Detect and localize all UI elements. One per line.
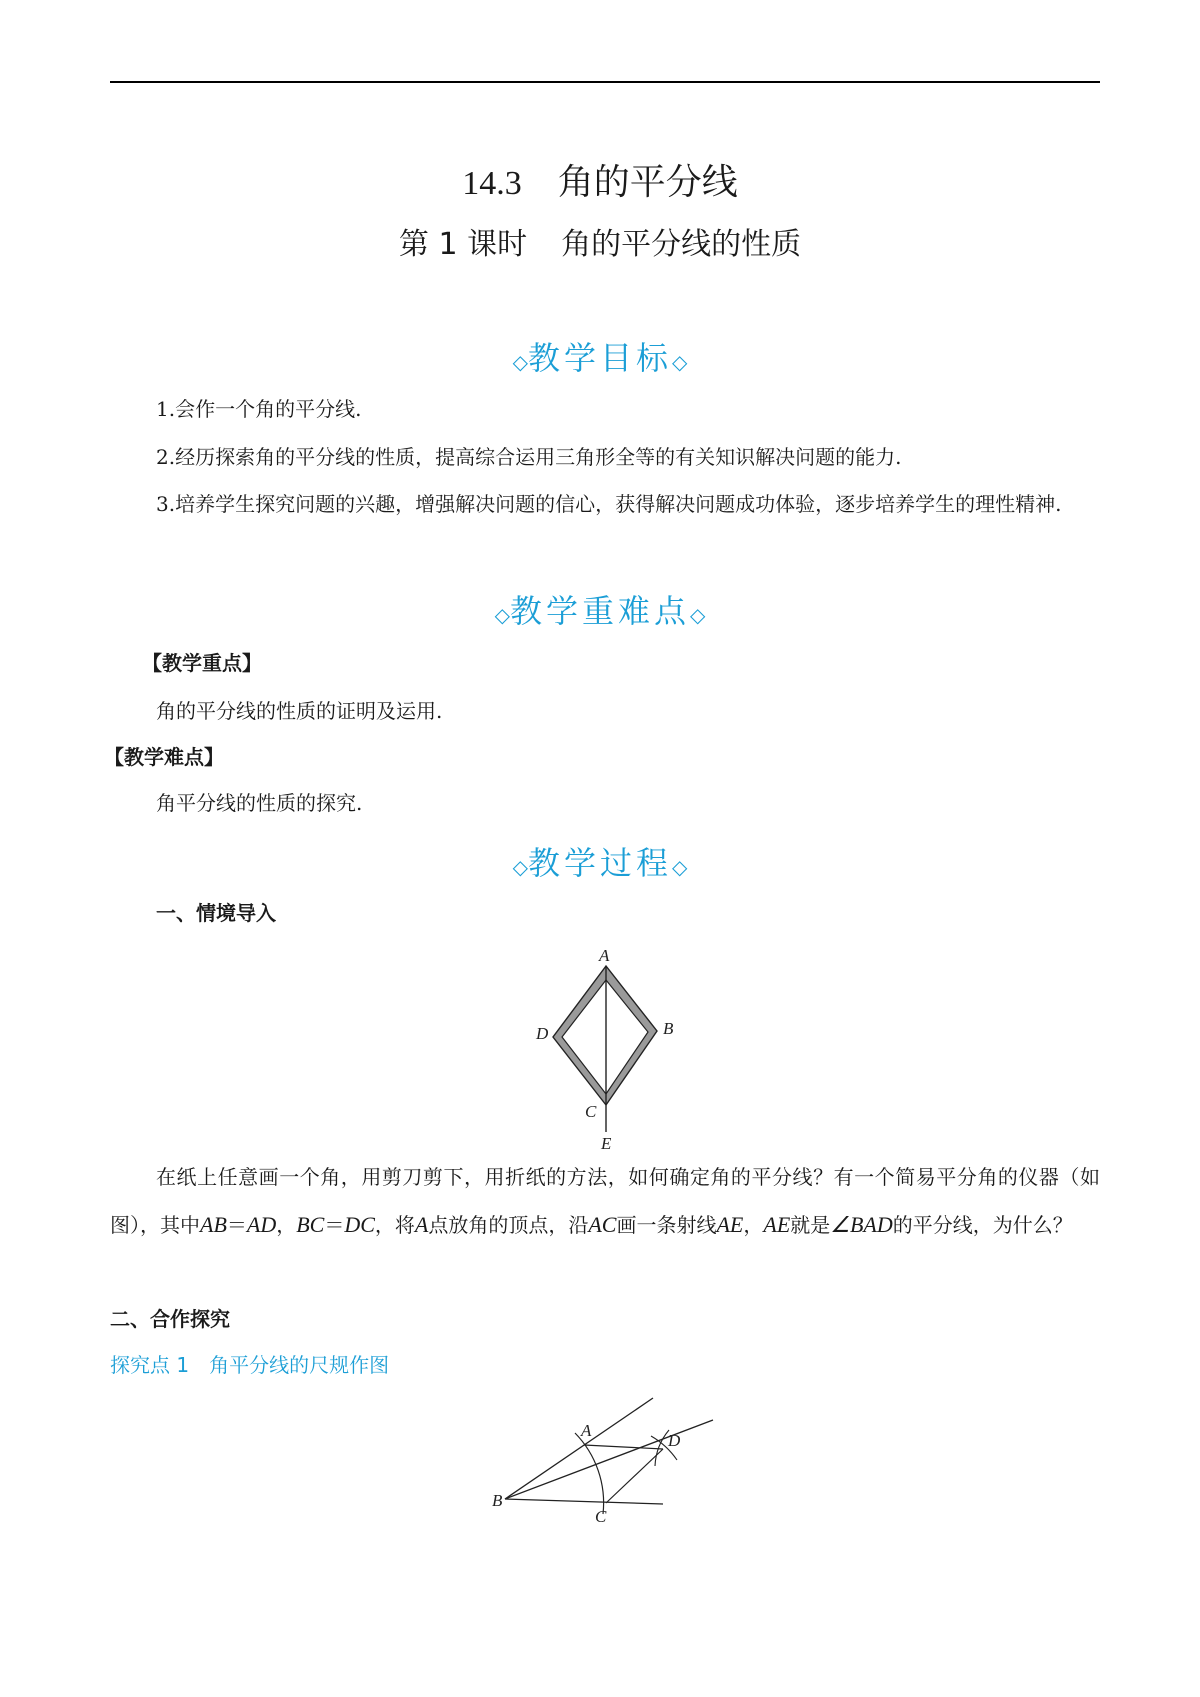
objectives-heading xyxy=(0,333,1200,379)
key-points-heading-text: 教学重难点 xyxy=(509,592,690,630)
process-heading-text: 教学过程 xyxy=(527,844,672,882)
chapter-title: 角的平分线 xyxy=(557,162,738,203)
difficulty-text: 角平分线的性质的探究. xyxy=(156,791,363,815)
difficulty-label: 【教学难点】 xyxy=(104,745,224,769)
diamond-icon: ◇ xyxy=(494,603,510,627)
label-b: B xyxy=(492,1491,503,1510)
explore-point-title: 探究点 1 角平分线的尺规作图 xyxy=(110,1353,390,1377)
section-number: 14.3 xyxy=(462,165,522,202)
objective-item-2: 2.经历探索角的平分线的性质，提高综合运用三角形全等的有关知识解决问题的能力. xyxy=(156,445,902,469)
ray-ba xyxy=(505,1398,653,1499)
objective-item-3: 3.培养学生探究问题的兴趣，增强解决问题的信心，获得解决问题成功体验，逐步培养学生的理性精神. xyxy=(156,492,1062,516)
label-a: A xyxy=(599,946,610,965)
objective-item-1: 1.会作一个角的平分线. xyxy=(156,397,362,421)
focus-label: 【教学重点】 xyxy=(142,651,262,675)
situation-paragraph: 在纸上任意画一个角，用剪刀剪下，用折纸的方法，如何确定角的平分线？有一个简易平分角的仪器（如图），其中AB＝AD，BC＝DC，将A点放角的顶点，沿AC画一条射线AE，AE就是∠BAD的平分线，为什么？ xyxy=(110,1165,1100,1237)
lesson-number: 第 1 课时 xyxy=(398,227,528,262)
label-d: D xyxy=(668,1431,681,1450)
focus-text: 角的平分线的性质的证明及运用. xyxy=(156,699,443,723)
objectives-heading-text: 教学目标 xyxy=(527,339,672,377)
key-points-heading xyxy=(0,586,1200,632)
label-a: A xyxy=(581,1421,592,1440)
page-title xyxy=(0,154,1200,205)
diamond-icon: ◇ xyxy=(512,350,528,374)
diamond-icon: ◇ xyxy=(690,603,706,627)
diamond-icon: ◇ xyxy=(672,350,688,374)
bisector-instrument-figure xyxy=(530,945,680,1150)
diamond-icon: ◇ xyxy=(512,855,528,879)
part2-title: 二、合作探究 xyxy=(110,1307,230,1331)
label-e: E xyxy=(601,1134,612,1150)
instrument-inner-cutout xyxy=(562,980,648,1094)
diamond-icon: ◇ xyxy=(672,855,688,879)
part1-title: 一、情境导入 xyxy=(156,901,276,925)
label-c: C xyxy=(585,1102,597,1121)
segment-ad xyxy=(584,1445,663,1449)
label-d: D xyxy=(536,1024,549,1043)
label-b: B xyxy=(663,1019,674,1038)
process-heading xyxy=(0,838,1200,884)
lesson-name: 角的平分线的性质 xyxy=(561,227,802,262)
lesson-title xyxy=(0,219,1200,263)
compass-construction-figure xyxy=(485,1388,725,1528)
label-c: C xyxy=(595,1507,607,1526)
ray-bc xyxy=(505,1499,663,1504)
ray-bd xyxy=(505,1420,713,1499)
top-rule xyxy=(110,81,1100,83)
